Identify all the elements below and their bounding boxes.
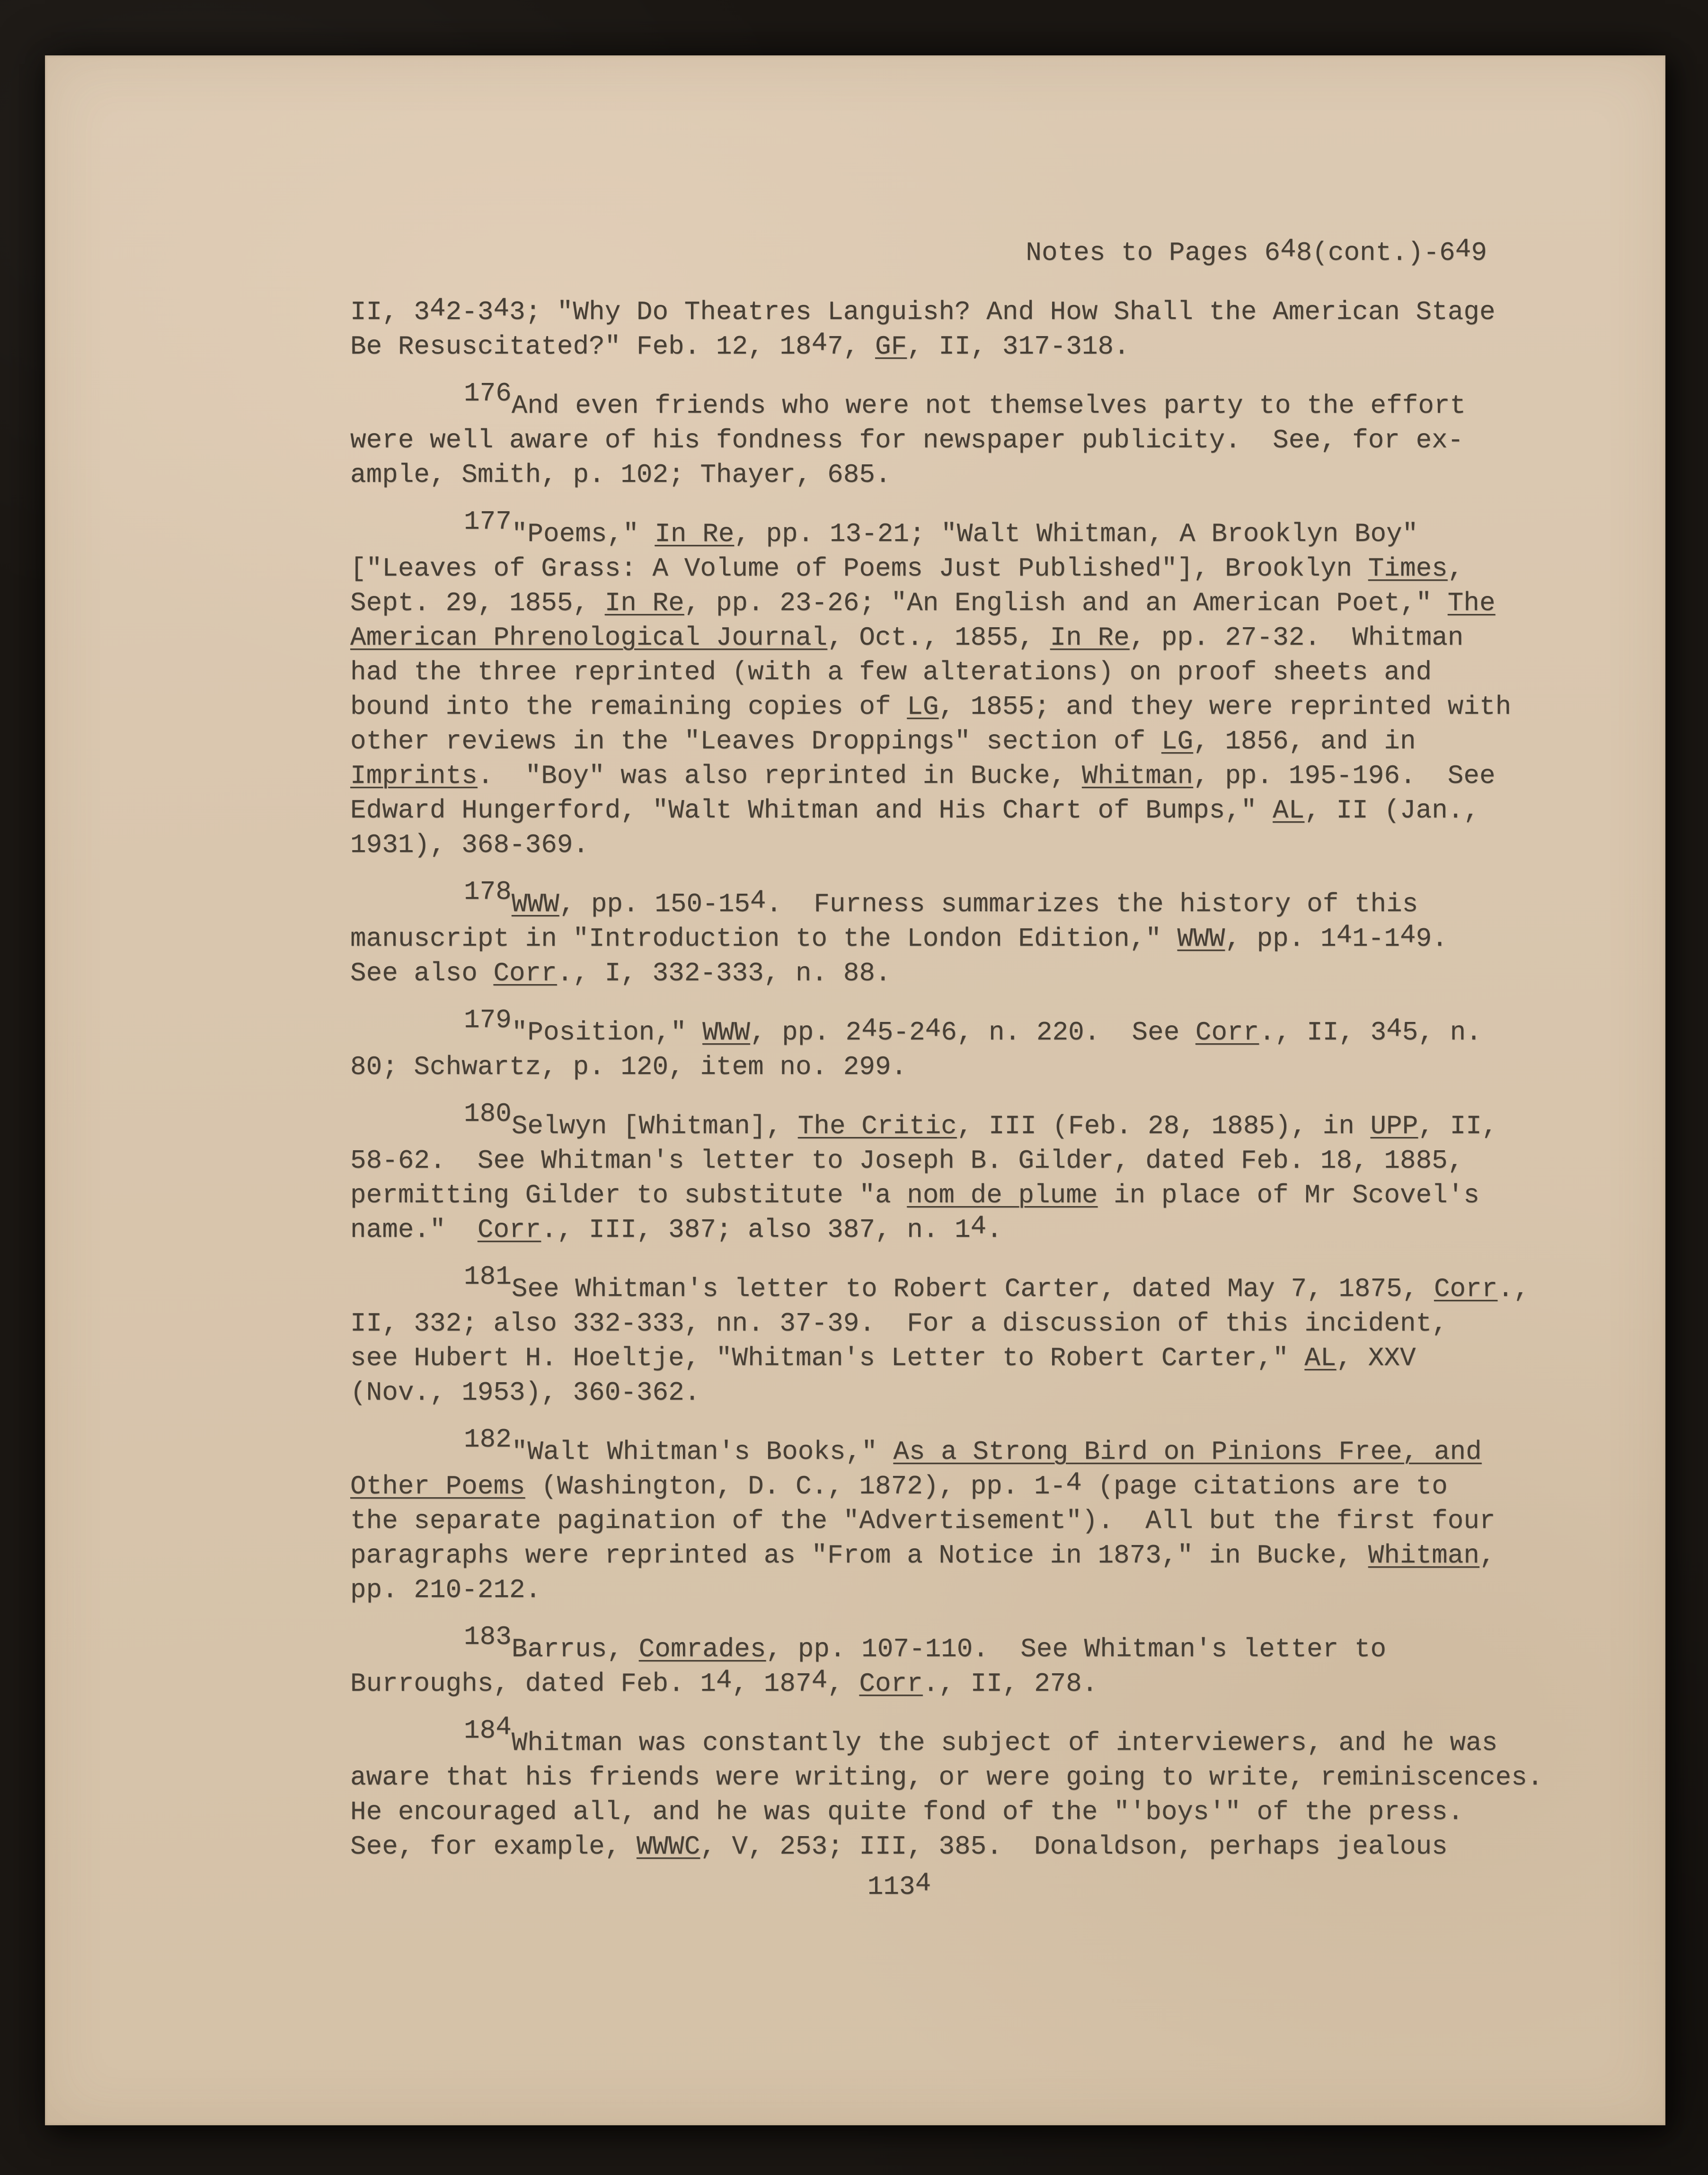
footnote-number: 184 [464,1713,512,1748]
text-run: see Hubert H. Hoeltje, "Whitman's Letter to Robert Carter," [350,1343,1305,1373]
underlined-text: UPP [1370,1111,1418,1141]
footnote-number: 183 [464,1622,512,1652]
text-run: , pp. 13-21; "Walt Whitman, A Brooklyn Boy" [734,519,1418,549]
text-run: ., II, 345, n. [1259,1017,1481,1048]
text-run: , Oct., 1855, [827,622,1050,653]
underlined-text: Corr [1434,1274,1498,1304]
document-line [350,1469,1529,1504]
text-run: Sept. 29, 1855, [350,588,605,618]
document-line [350,759,1529,793]
underlined-text: In Re [1050,622,1130,653]
text-run: , III (Feb. 28, 1885), in [956,1111,1371,1141]
footnote-184 [350,1712,1543,1864]
text-run: (Nov., 1953), 360-362. [350,1377,700,1408]
document-line [350,1050,1529,1084]
footnote-181 [350,1261,1530,1410]
document-line [350,1144,1529,1178]
text-run: , 1856, and in [1193,726,1416,756]
underlined-text: Corr [1195,1017,1259,1048]
text-run: Selwyn [Whitman], [511,1111,798,1141]
document-line [350,1261,1530,1306]
text-run: II, 332; also 332-333, nn. 37-39. For a discussion of this incident, [350,1308,1448,1339]
underlined-text: LG [907,692,939,722]
document-line [350,423,1529,458]
text-run: pp. 210-212. [350,1575,541,1605]
underlined-text: Corr [493,958,557,988]
document-line [350,378,1529,423]
footnote-number: 179 [464,1005,512,1035]
raised-four-glyph: 4 [1280,234,1296,264]
document-line [350,1341,1529,1376]
footnote-number: 178 [464,877,512,907]
page-number-label: 1134 [350,1870,1529,1904]
document-line [350,458,1529,492]
text-run: 1931), 368-369. [350,830,589,860]
underlined-text: In Re [655,519,735,549]
document-line [350,1573,1529,1607]
document-line [350,1712,1529,1760]
underlined-text: Comrades [638,1634,766,1664]
underlined-text: Corr [477,1215,541,1245]
footnote-176 [350,378,1529,492]
text-run: ., II, 278. [922,1669,1098,1699]
text-run: See also [350,958,494,988]
text-run: . "Boy" was also reprinted in Bucke, [477,761,1082,791]
footnote-number: 181 [464,1261,512,1292]
underlined-text: GF [875,331,907,362]
footnote-180 [350,1099,1529,1247]
text-run: ., I, 332-333, n. 88. [557,958,891,988]
text-run: in place of Mr Scovel's [1097,1180,1479,1210]
text-run: "Position," [511,1017,703,1048]
document-line [350,1099,1529,1144]
footnote-number: 182 [464,1424,512,1455]
document-line [350,1424,1529,1469]
underlined-text: Times [1368,553,1448,584]
document-line [350,1213,1529,1247]
document-line [350,1178,1529,1213]
document-line [350,828,1529,862]
underlined-text: WWW [511,889,559,919]
text-run: , pp. 150-154. Furness summarizes the history of this [559,889,1418,919]
raised-four-glyph: 4 [1066,1467,1082,1498]
raised-four-glyph: 4 [716,1665,732,1695]
footnote-number: 180 [464,1099,512,1129]
underlined-text: AL [1304,1343,1336,1373]
raised-four-glyph: 4 [811,328,828,358]
text-run: "Poems," [511,519,655,549]
underlined-text: In Re [604,588,684,618]
text-run: "Walt Whitman's Books," [511,1437,894,1467]
underlined-text: AL [1273,795,1305,826]
text-run: See, for example, [350,1831,637,1862]
underlined-text: Other Poems [350,1471,525,1501]
text-run: , XXV [1336,1343,1416,1373]
paper-sheet [45,55,1665,2125]
document-line [350,1306,1529,1341]
text-run: Burroughs, dated Feb. 14, 1874, [350,1669,859,1699]
footnote-177 [350,506,1529,862]
document-line [350,956,1529,991]
document-line [350,922,1529,956]
raised-four-glyph: 4 [970,1211,987,1241]
text-run: Edward Hungerford, "Walt Whitman and His Chart of Bumps," [350,795,1273,826]
raised-four-glyph: 4 [430,293,446,323]
footnote-number: 177 [464,506,512,537]
raised-four-glyph: 4 [1455,234,1471,264]
typewritten-text-block [350,234,1543,1904]
raised-four-glyph: 4 [1386,1013,1402,1044]
raised-four-glyph: 4 [493,293,510,323]
text-run: Be Resuscitated?" Feb. 12, 1847, [350,331,875,362]
text-run: , 1855; and they were reprinted with [938,692,1512,722]
underlined-text: WWW [702,1017,750,1048]
text-run: aware that his friends were writing, or were going to write, reminiscences. [350,1762,1543,1793]
text-run: , pp. 23-26; "An English and an American Poet," [684,588,1448,618]
underlined-text: LG [1161,726,1194,756]
underlined-text: Whitman [1368,1540,1479,1571]
document-line [350,1795,1529,1829]
text-run: He encouraged all, and he was quite fond of the "'boys'" of the press. [350,1797,1464,1827]
raised-four-glyph: 4 [750,885,766,915]
document-line [350,1376,1529,1410]
document-body [350,293,1543,1864]
underlined-text: Imprints [350,761,478,791]
text-run: had the three reprinted (with a few alterations) on proof sheets and [350,657,1432,687]
underlined-text: The Critic [797,1111,957,1141]
text-run: other reviews in the "Leaves Droppings" section of [350,726,1161,756]
underlined-text: WWWC [636,1831,700,1862]
document-line [350,329,1529,364]
underlined-text: Whitman [1081,761,1194,791]
raised-four-glyph: 4 [861,1013,877,1044]
text-run: , [1479,1540,1496,1571]
text-run: II, 342-343; "Why Do Theatres Languish? And How Shall the American Stage [350,297,1496,327]
text-run: name." [350,1215,478,1245]
document-line [350,1005,1529,1050]
text-run: ["Leaves of Grass: A Volume of Poems Just Published"], Brooklyn [350,553,1368,584]
underlined-text: As a Strong Bird on Pinions Free, and [893,1437,1482,1467]
underlined-text: nom de plume [907,1180,1098,1210]
text-run: , II, 317-318. [907,331,1130,362]
document-line [350,1667,1529,1701]
document-line [350,724,1529,759]
underlined-text: Corr [859,1669,923,1699]
document-line [350,1829,1529,1864]
footnote-number: 176 [464,378,512,408]
text-run: , pp. 141-149. [1225,923,1448,954]
text-run: , pp. 107-110. See Whitman's letter to [766,1634,1387,1664]
text-run: , pp. 27-32. Whitman [1129,622,1464,653]
text-run: See Whitman's letter to Robert Carter, dated May 7, 1875, [511,1274,1434,1304]
text-run: Whitman was constantly the subject of interviewers, and he was [511,1728,1498,1758]
text-run: ., [1497,1274,1530,1304]
raised-four-glyph: 4 [1400,920,1416,950]
document-line [350,793,1529,828]
document-line [350,621,1529,655]
document-line [350,295,1529,329]
text-run: bound into the remaining copies of [350,692,907,722]
text-run: , [1447,553,1464,584]
continued-paragraph [350,295,1529,364]
raised-four-glyph: 4 [496,1712,512,1742]
text-run: And even friends who were not themselves party to the effort [511,391,1466,421]
text-run: the separate pagination of the "Advertisement"). All but the first four [350,1506,1496,1536]
text-run: , II, [1418,1111,1498,1141]
text-run: manuscript in "Introduction to the London Edition," [350,923,1177,954]
document-line [350,586,1529,621]
text-run: paragraphs were reprinted as "From a Notice in 1873," in Bucke, [350,1540,1368,1571]
footnote-182 [350,1424,1529,1607]
document-line [350,1504,1529,1538]
document-line [350,690,1529,724]
footnote-183 [350,1622,1529,1701]
document-line [350,1760,1543,1795]
document-line [350,551,1529,586]
raised-four-glyph: 4 [915,1868,931,1898]
text-run: , II (Jan., [1304,795,1480,826]
text-run: , V, 253; III, 385. Donaldson, perhaps jealous [700,1831,1448,1862]
footnote-179 [350,1005,1529,1084]
underlined-text: The [1447,588,1496,618]
underlined-text: American Phrenological Journal [350,622,828,653]
document-line [350,1622,1529,1667]
document-line [350,506,1529,551]
document-line [350,655,1529,690]
footnote-178 [350,877,1529,991]
text-run: ample, Smith, p. 102; Thayer, 685. [350,460,891,490]
page-header: Notes to Pages 648(cont.)-649 [350,236,1529,270]
text-run: permitting Gilder to substitute "a [350,1180,907,1210]
raised-four-glyph: 4 [811,1665,828,1695]
raised-four-glyph: 4 [1336,920,1353,950]
text-run: , pp. 245-246, n. 220. See [750,1017,1195,1048]
document-line [350,877,1529,922]
text-run: ., III, 387; also 387, n. 14. [541,1215,1002,1245]
text-run: , pp. 195-196. See [1193,761,1496,791]
underlined-text: WWW [1177,923,1225,954]
text-run: 80; Schwartz, p. 120, item no. 299. [350,1052,907,1082]
text-run: 58-62. See Whitman's letter to Joseph B. Gilder, dated Feb. 18, 1885, [350,1145,1464,1176]
text-run: Barrus, [511,1634,639,1664]
raised-four-glyph: 4 [925,1013,941,1044]
document-line [350,1538,1529,1573]
text-run: were well aware of his fondness for newspaper publicity. See, for ex- [350,425,1464,455]
text-run: (Washington, D. C., 1872), pp. 1-4 (page citations are to [525,1471,1448,1501]
